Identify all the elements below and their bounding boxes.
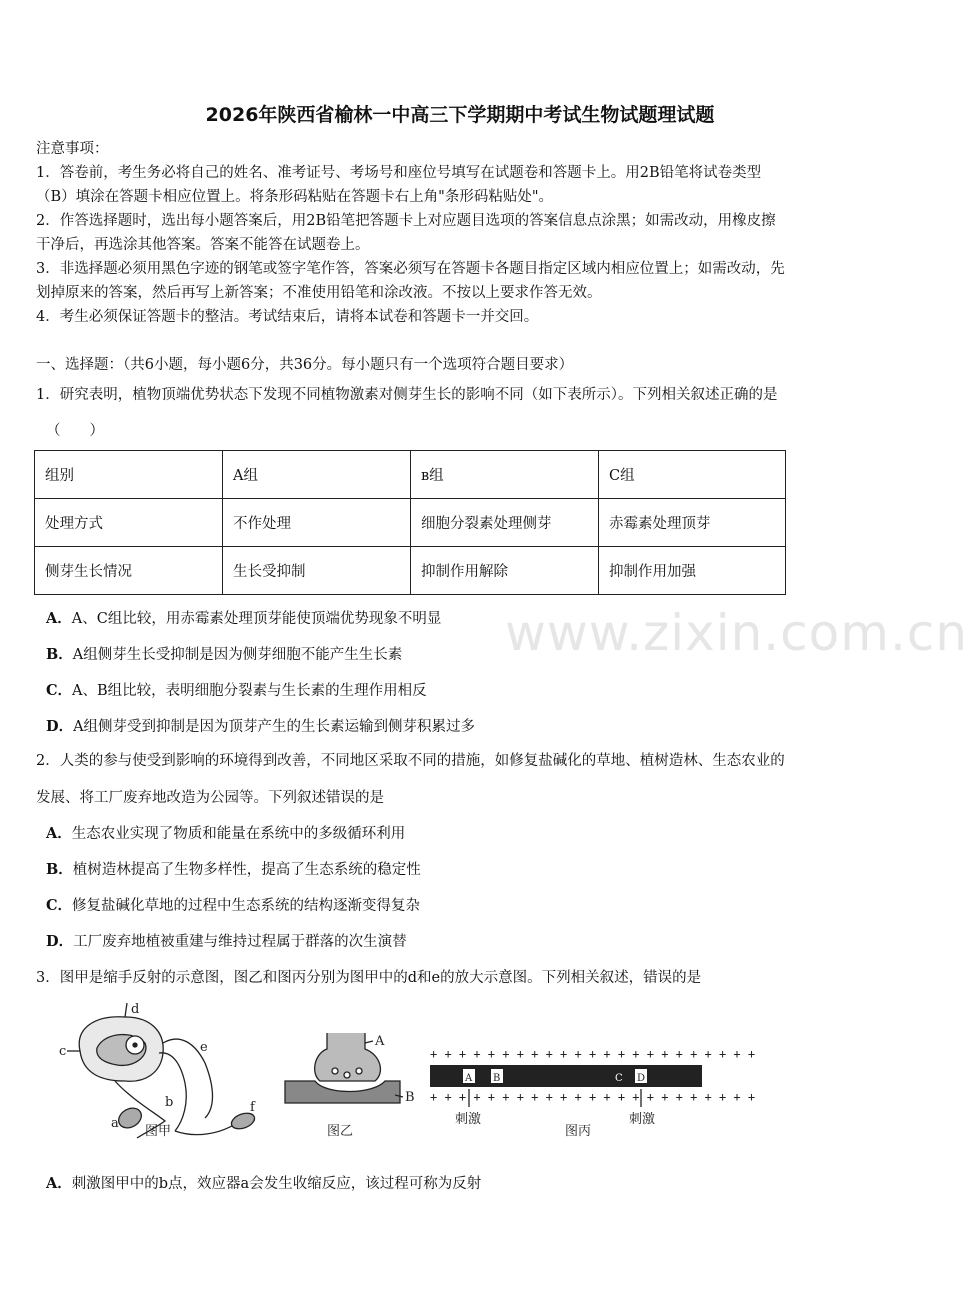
- q1-answer-bracket: （ ）: [46, 423, 104, 439]
- option-key: B．: [46, 861, 73, 878]
- figure-jia-reflex-arc: [67, 1003, 257, 1138]
- option-key: D．: [46, 718, 74, 735]
- option-key: A．: [46, 610, 72, 627]
- q2-option-c[interactable]: [46, 894, 420, 915]
- notice-line: （B）填涂在答题卡相应位置上。将条形码粘贴在答题卡右上角"条形码粘贴处"。: [36, 189, 553, 205]
- table-cell: 抑制作用加强: [599, 547, 786, 595]
- figure-yi-caption: 图乙: [327, 1124, 354, 1139]
- option-text: A、C组比较，用赤霉素处理顶芽能使顶端优势现象不明显: [71, 611, 442, 627]
- option-key: A．: [46, 825, 72, 842]
- option-text: 修复盐碱化草地的过程中生态系统的结构逐渐变得复杂: [72, 898, 421, 914]
- notice-line: 干净后，再选涂其他答案。答案不能答在试题卷上。: [36, 237, 370, 253]
- label-B: B: [405, 1090, 415, 1105]
- q3-option-a[interactable]: [46, 1172, 481, 1193]
- table-cell: 不作处理: [223, 499, 411, 547]
- notice-line: 3．非选择题必须用黑色字迹的钢笔或签字笔作答，答案必须写在答题卡各题目指定区域内相应位置上；如需改动，先: [36, 261, 785, 277]
- q1-option-d[interactable]: [46, 715, 475, 736]
- section-heading: 一、选择题：（共6小题，每小题6分，共36分。每小题只有一个选项符合题目要求）: [36, 357, 574, 373]
- q2-stem-line1: 2．人类的参与使受到影响的环境得到改善，不同地区采取不同的措施，如修复盐碱化的草地、植树造林、生态农业的: [36, 753, 785, 769]
- q1-option-b[interactable]: [46, 643, 402, 664]
- table-row: [35, 547, 786, 595]
- label-a: a: [111, 1116, 119, 1131]
- notice-line: 划掉原来的答案，然后再写上新答案；不准使用铅笔和涂改液。不按以上要求作答无效。: [36, 285, 602, 301]
- table-cell: в组: [411, 451, 599, 499]
- stimulus-label-1: 刺激: [455, 1112, 482, 1127]
- q1-option-a[interactable]: [46, 607, 441, 628]
- figure-bing-nerve-fiber: [430, 1047, 755, 1107]
- option-text: 工厂废弃地植被重建与维持过程属于群落的次生演替: [73, 934, 407, 950]
- option-text: 生态农业实现了物质和能量在系统中的多级循环利用: [71, 826, 406, 842]
- table-cell: A组: [223, 451, 411, 499]
- q1-option-c[interactable]: [46, 679, 427, 700]
- option-text: A、B组比较，表明细胞分裂素与生长素的生理作用相反: [72, 683, 427, 699]
- notice-line: 1．答卷前，考生务必将自己的姓名、准考证号、考场号和座位号填写在试题卷和答题卡上。用2B铅笔将试卷类型: [36, 165, 762, 181]
- bar-label-d: D: [637, 1073, 646, 1084]
- notice-line: 2．作答选择题时，选出每小题答案后，用2B铅笔把答题卡上对应题目选项的答案信息点涂黑；如需改动，用橡皮擦: [36, 213, 776, 229]
- option-key: C．: [46, 682, 73, 699]
- table-cell: 处理方式: [35, 499, 223, 547]
- label-f: f: [250, 1100, 255, 1115]
- label-b: b: [165, 1095, 174, 1110]
- option-text: 刺激图甲中的b点，效应器a会发生收缩反应，该过程可称为反射: [71, 1176, 482, 1192]
- table-cell: C组: [599, 451, 786, 499]
- notice-line: 4．考生必须保证答题卡的整洁。考试结束后，请将本试卷和答题卡一并交回。: [36, 309, 539, 325]
- table-cell: 抑制作用解除: [411, 547, 599, 595]
- stimulus-label-2: 刺激: [629, 1112, 656, 1127]
- bar-label-b: B: [493, 1073, 501, 1084]
- option-text: A组侧芽生长受抑制是因为侧芽细胞不能产生生长素: [72, 647, 403, 663]
- figure-yi-synapse: [285, 1033, 403, 1103]
- option-key: B．: [46, 646, 73, 663]
- svg-text:+ + + + + + + + + + + + + + +: + + + + + + + + + + + + + + + + + + + + + + +: [430, 1090, 756, 1104]
- q1-table: [34, 450, 786, 595]
- label-d: d: [131, 1002, 140, 1017]
- q3-stem: 3．图甲是缩手反射的示意图，图乙和图丙分别为图甲中的d和e的放大示意图。下列相关叙述，错误的是: [36, 970, 702, 986]
- q2-option-b[interactable]: [46, 858, 421, 879]
- q2-option-a[interactable]: [46, 822, 405, 843]
- q3-figures: [55, 1002, 756, 1148]
- q2-option-d[interactable]: [46, 930, 407, 951]
- table-row: [35, 499, 786, 547]
- table-cell: 侧芽生长情况: [35, 547, 223, 595]
- figure-bing-caption: 图丙: [565, 1124, 592, 1139]
- bar-label-a: A: [465, 1073, 473, 1084]
- table-cell: 细胞分裂素处理侧芽: [411, 499, 599, 547]
- option-key: A．: [46, 1175, 72, 1192]
- q1-stem: 1．研究表明，植物顶端优势状态下发现不同植物激素对侧芽生长的影响不同（如下表所示）。下列相关叙述正确的是: [36, 387, 778, 403]
- notice-heading: 注意事项：: [36, 141, 109, 157]
- label-A: A: [375, 1034, 385, 1049]
- table-cell: 赤霉素处理顶芽: [599, 499, 786, 547]
- watermark: www.zixin.com.cn: [505, 604, 968, 662]
- q2-stem-line2: 发展、将工厂废弃地改造为公园等。下列叙述错误的是: [36, 790, 384, 806]
- option-text: 植树造林提高了生物多样性，提高了生态系统的稳定性: [72, 862, 421, 878]
- label-e: e: [200, 1040, 208, 1055]
- label-c: c: [59, 1044, 67, 1059]
- table-cell: 组别: [35, 451, 223, 499]
- page-title: 2026年陕西省榆林一中高三下学期期中考试生物试题理试题: [205, 104, 715, 126]
- svg-text:+ + + + + + + + + + + + + + +: + + + + + + + + + + + + + + + + + + + + + + +: [430, 1047, 756, 1061]
- table-row: [35, 451, 786, 499]
- bar-label-c: C: [615, 1073, 623, 1084]
- table-cell: 生长受抑制: [223, 547, 411, 595]
- option-key: C．: [46, 897, 73, 914]
- option-key: D．: [46, 933, 74, 950]
- option-text: A组侧芽受到抑制是因为顶芽产生的生长素运输到侧芽积累过多: [73, 719, 476, 735]
- figure-jia-caption: 图甲: [145, 1124, 172, 1139]
